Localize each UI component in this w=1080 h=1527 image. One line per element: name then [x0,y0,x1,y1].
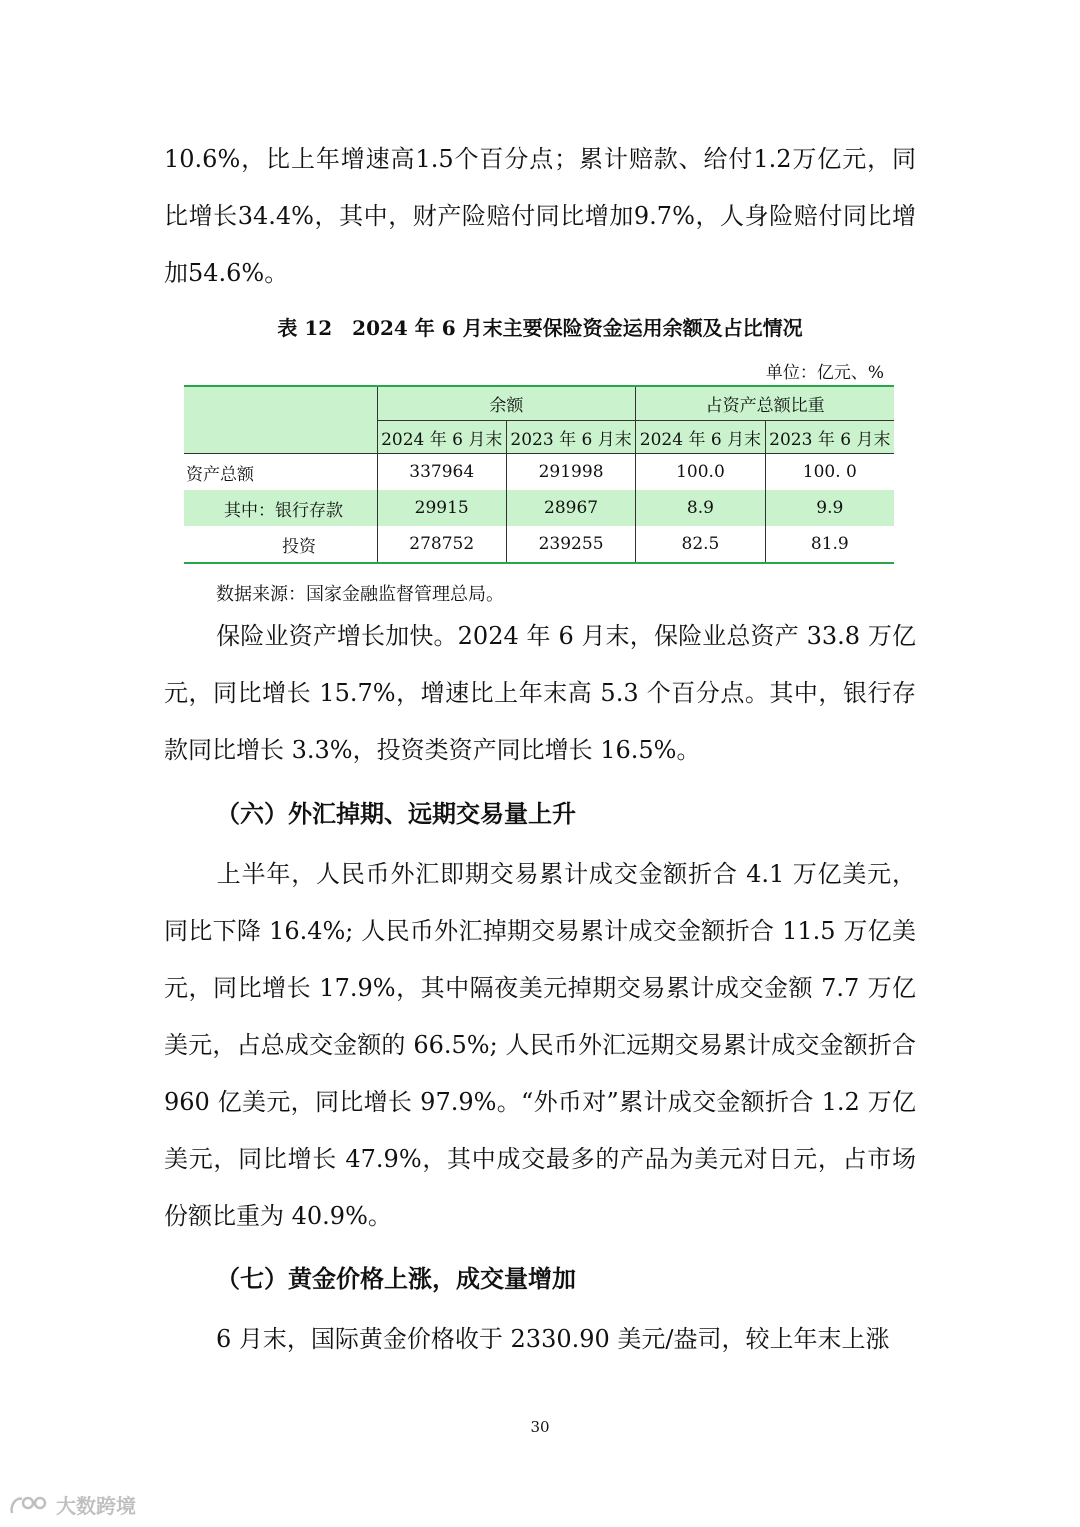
section-heading-gold: （七）黄金价格上涨，成交量增加 [216,1264,576,1293]
cell: 29915 [377,490,506,526]
section-heading-fx: （六）外汇掉期、远期交易量上升 [216,799,576,828]
page-number: 30 [530,1418,550,1436]
subheader-share-2024: 2024 年 6 月末 [636,421,765,454]
cell: 291998 [506,454,635,491]
row-label-investment: 投资 [282,536,316,557]
cell: 81.9 [765,526,894,563]
cell: 8.9 [636,490,765,526]
cell: 9.9 [765,490,894,526]
insurance-funds-table [184,385,894,564]
subheader-balance-2024: 2024 年 6 月末 [377,421,506,454]
cell: 82.5 [636,526,765,563]
table-row [184,526,894,563]
table-source-note: 数据来源：国家金融监督管理总局。 [216,584,504,605]
row-label-total-assets: 资产总额 [186,464,254,485]
cell: 100. 0 [765,454,894,491]
paragraph-fx-trading: 上半年，人民币外汇即期交易累计成交金额折合 4.1 万亿美元，同比下降 16.4%; 人民币外汇掉期交易累计成交金额折合 11.5 万亿美元，同比增长 17.9%，其中隔夜美元掉期交易累计成交金额 7.7 万亿美元，占总成交金额的 66.5%; 人民币外汇远期交易累计成交金额折合 960 亿美元，同比增长 97.9%。“外币对”累计成交金额折合 1.2 万亿美元，同比增长 47.9%，其中成交最多的产品为美元对日元，占市场份额比重为 40.9%。 [164,860,916,1230]
paragraph-insurance-assets: 保险业资产增长加快。2024 年 6 月末，保险业总资产 33.8 万亿元，同比增长 15.7%，增速比上年末高 5.3 个百分点。其中，银行存款同比增长 3.3%，投资类资产同比增长 16.5%。 [164,622,916,764]
table-row [184,454,894,491]
cell: 100.0 [636,454,765,491]
header-share-of-assets: 占资产总额比重 [636,386,894,421]
cell: 239255 [506,526,635,563]
table-corner-cell [184,386,377,454]
cell: 28967 [506,490,635,526]
cell: 337964 [377,454,506,491]
table-title: 表 12 2024 年 6 月末主要保险资金运用余额及占比情况 [277,316,803,340]
paragraph-gold-price: 6 月末，国际黄金价格收于 2330.90 美元/盎司，较上年末上涨 [216,1325,890,1353]
watermark-logo-icon [8,1493,52,1517]
subheader-share-2023: 2023 年 6 月末 [765,421,894,454]
row-label-bank-deposits: 其中：银行存款 [184,490,377,526]
paragraph-claims: 10.6%，比上年增速高1.5个百分点；累计赔款、给付1.2万亿元，同比增长34.4%，其中，财产险赔付同比增加9.7%，人身险赔付同比增加54.6%。 [164,145,916,287]
table-row [184,490,894,526]
cell: 278752 [377,526,506,563]
watermark-text: 大数跨境 [56,1494,136,1518]
table-unit: 单位：亿元、% [765,363,884,383]
header-balance: 余额 [377,386,636,421]
watermark [8,1490,136,1519]
subheader-balance-2023: 2023 年 6 月末 [506,421,635,454]
